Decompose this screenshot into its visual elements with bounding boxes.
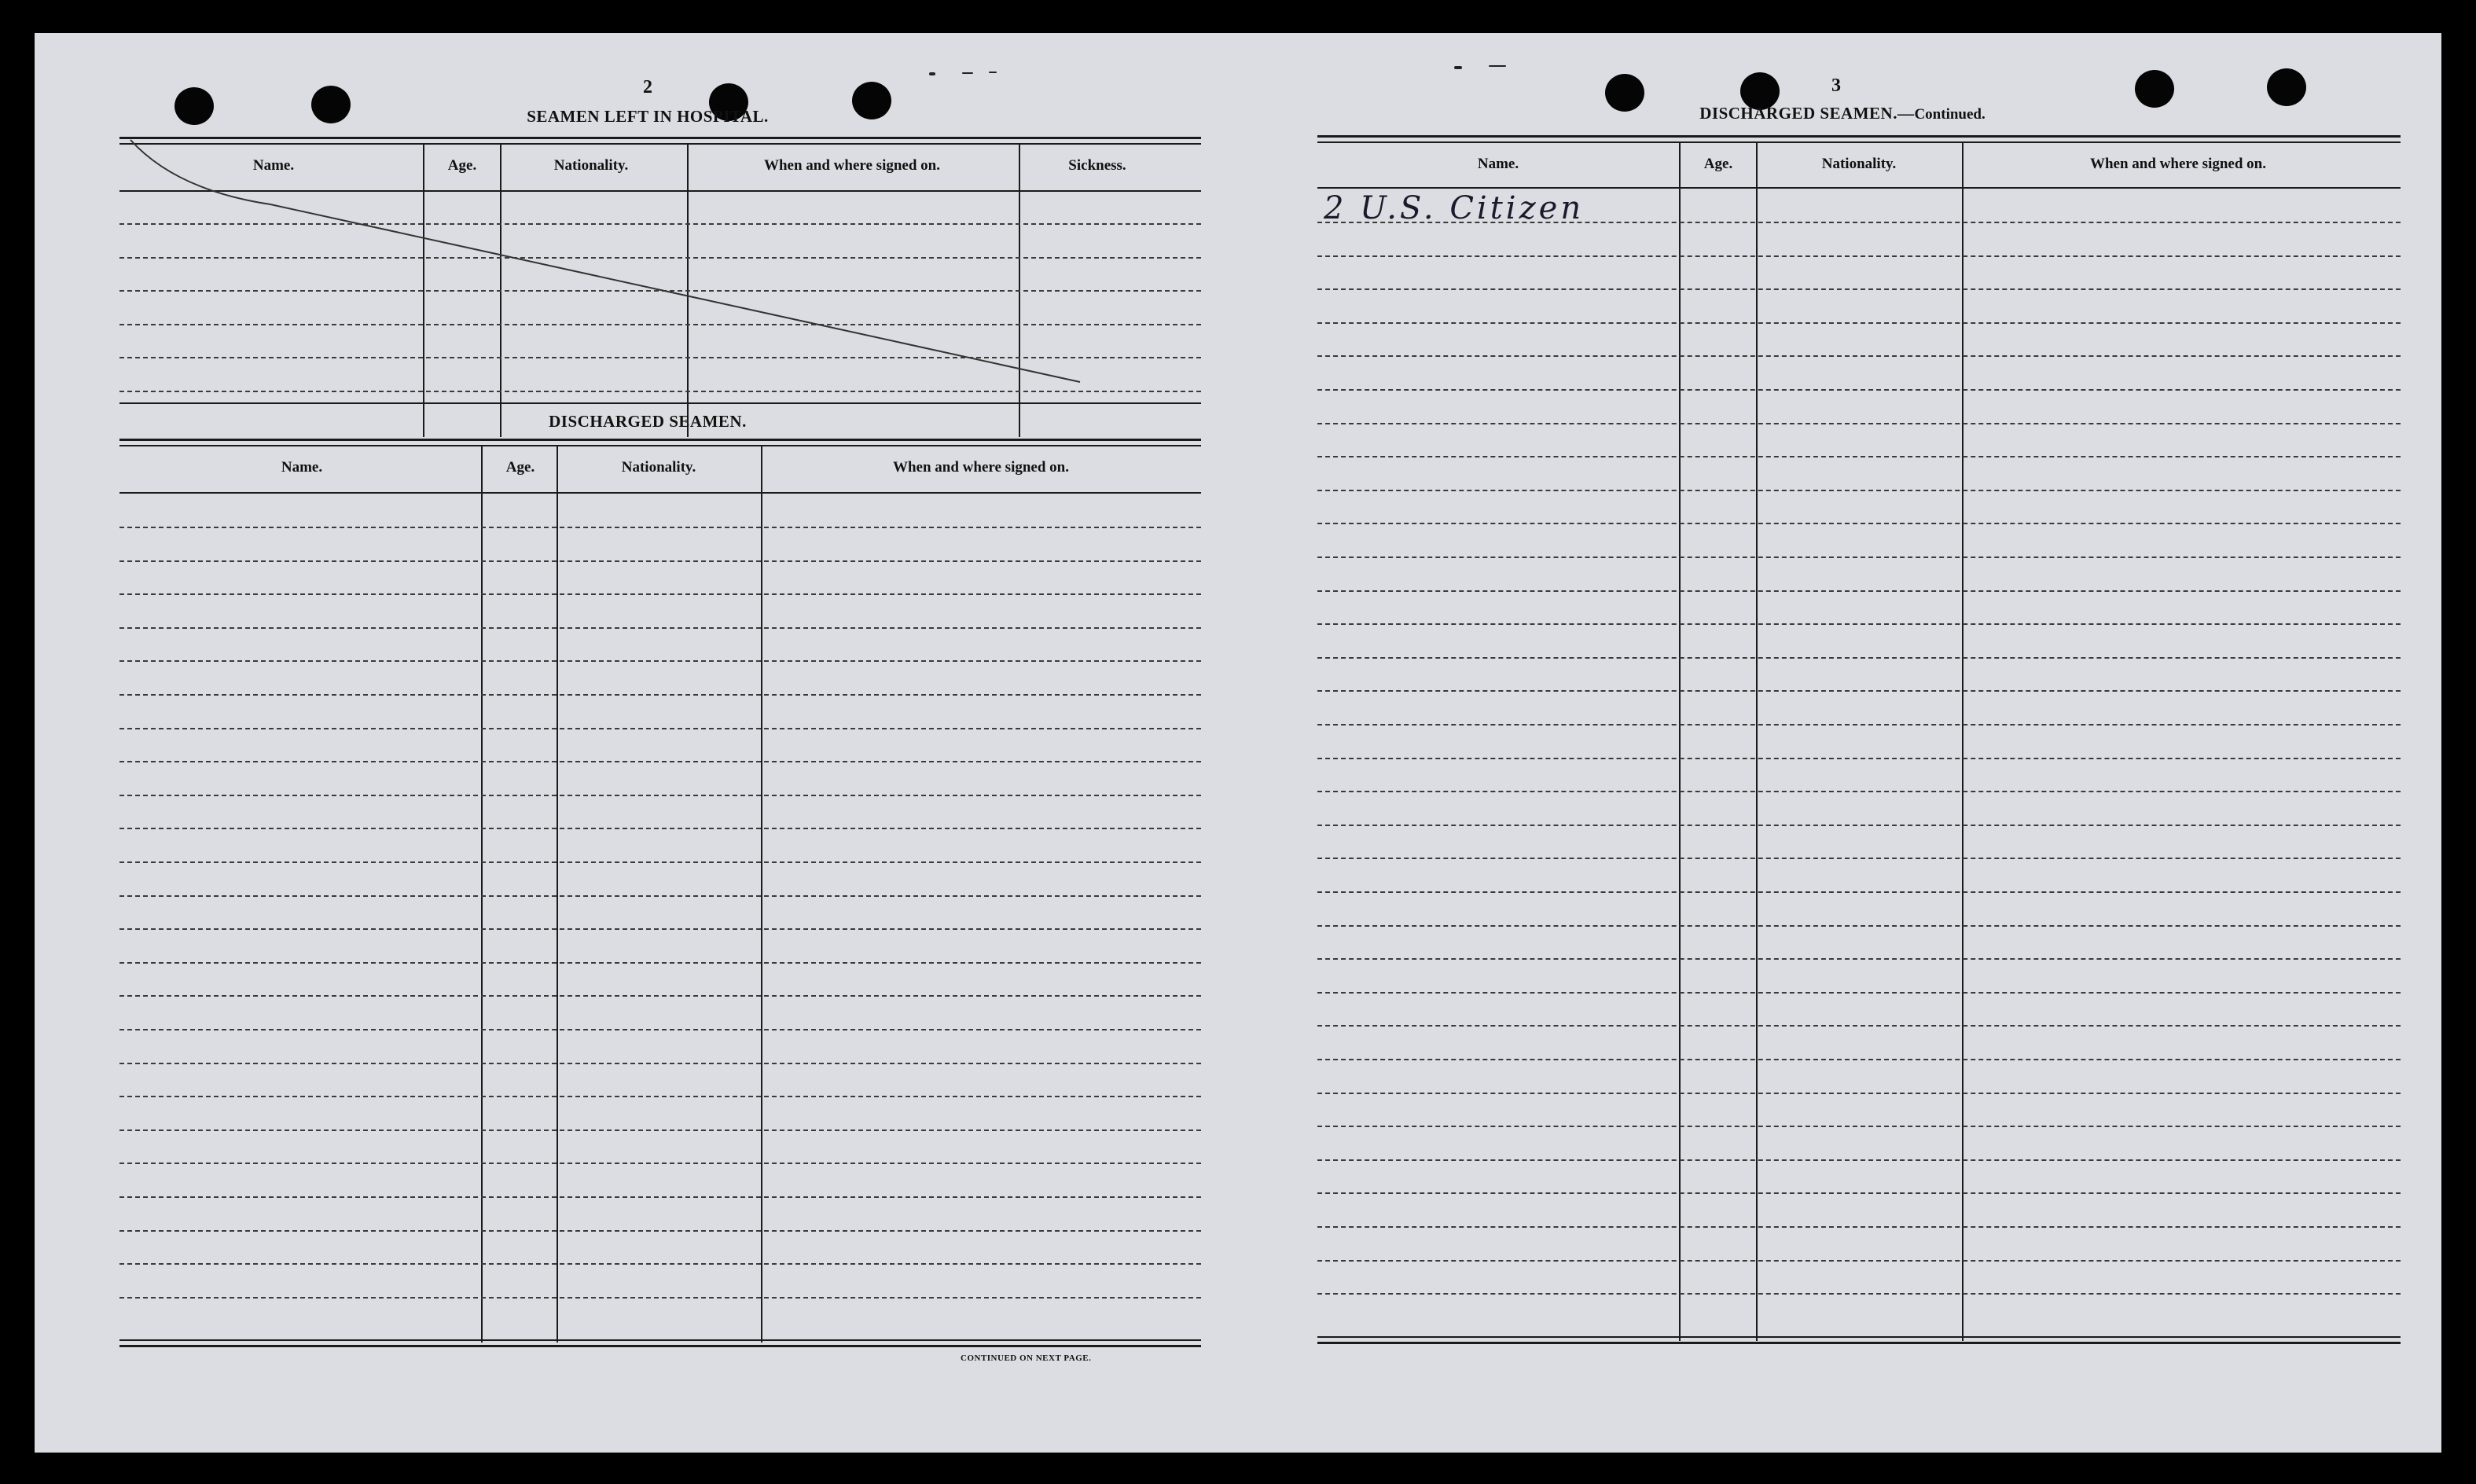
hospital-col-signed-on: When and where signed on.	[763, 157, 940, 174]
right-col-age: Age.	[1703, 156, 1733, 172]
document-sheet	[35, 33, 2441, 1453]
handwritten-entry: 2 U.S. Citizen	[1324, 190, 1585, 226]
hospital-section-title: SEAMEN LEFT IN HOSPITAL.	[527, 107, 769, 126]
right-col-signed-on: When and where signed on.	[2089, 156, 2266, 172]
continued-note: CONTINUED ON NEXT PAGE.	[961, 1354, 1092, 1363]
hospital-col-nationality: Nationality.	[553, 157, 629, 174]
discharged-col-age: Age.	[505, 459, 535, 476]
discharged-col-nationality: Nationality.	[621, 459, 696, 476]
right-section-title-main: DISCHARGED SEAMEN.—	[1699, 104, 1915, 123]
discharged-section-title: DISCHARGED SEAMEN.	[549, 412, 747, 431]
discharged-col-name: Name.	[281, 459, 323, 476]
cancel-line-overlay	[35, 33, 2441, 1453]
hospital-col-sickness: Sickness.	[1068, 157, 1126, 174]
page-number-left: 2	[643, 77, 652, 97]
discharged-col-signed-on: When and where signed on.	[892, 459, 1069, 476]
right-col-nationality: Nationality.	[1821, 156, 1897, 172]
right-section-title-cont: Continued.	[1914, 106, 1986, 123]
hospital-col-name: Name.	[252, 157, 295, 174]
page-number-right: 3	[1831, 75, 1841, 96]
cancel-stroke	[130, 140, 1080, 382]
right-col-name: Name.	[1477, 156, 1519, 172]
hospital-col-age: Age.	[447, 157, 477, 174]
